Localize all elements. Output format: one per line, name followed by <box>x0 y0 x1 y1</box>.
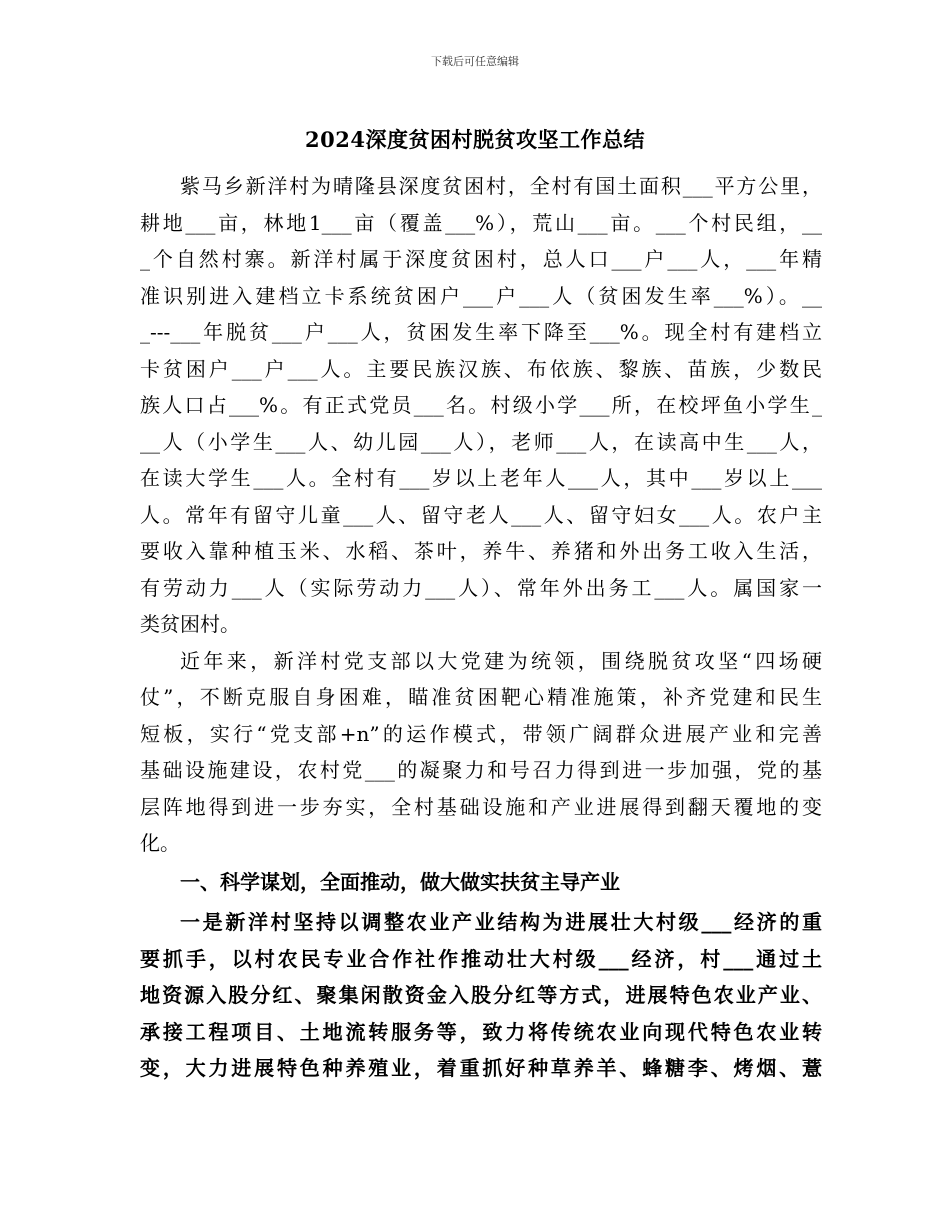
paragraph-line: 卡贫困户___户___人。主要民族汉族、布依族、黎族、苗族，少数民 <box>140 356 822 381</box>
paragraph-line: 准识别进入建档立卡系统贫困户___户___人（贫困发生率___%）。__ <box>140 283 822 308</box>
paragraph-line: 仗”，不断克服自身困难，瞄准贫困靶心精准施策，补齐党建和民生 <box>140 685 822 709</box>
paragraph-line: __人（小学生___人、幼儿园___人），老师___人，在读高中生___人， <box>140 429 822 454</box>
paragraph-line: 地资源入股分红、聚集闲散资金入股分红等方式，进展特色农业产业、 <box>140 983 822 1007</box>
paragraph-line: 族人口占___%。有正式党员___名。村级小学___所，在校坪鱼小学生_ <box>140 393 822 417</box>
section-heading: 一、科学谋划，全面推动，做大做实扶贫主导产业 <box>180 869 620 894</box>
document-body <box>140 168 822 1087</box>
paragraph-line: 有劳动力___人（实际劳动力___人）、常年外出务工___人。属国家一 <box>140 575 822 600</box>
paragraph-line: 短板，实行“党支部+n”的运作模式，带领广阔群众进展产业和完善 <box>140 721 822 746</box>
header-note: 下载后可任意编辑 <box>431 55 519 68</box>
paragraph-line: 耕地___亩，林地1___亩（覆盖___%），荒山___亩。___个村民组，__ <box>140 210 822 235</box>
paragraph-line: 化。 <box>140 831 180 855</box>
paragraph-line: _---___年脱贫___户___人，贫困发生率下降至___%。现全村有建档立 <box>140 320 822 344</box>
paragraph-line: 一是新洋村坚持以调整农业产业结构为进展壮大村级___经济的重 <box>180 910 822 934</box>
paragraph-line: 要收入靠种植玉米、水稻、茶叶，养牛、养猪和外出务工收入生活， <box>140 539 822 563</box>
paragraph-2 <box>140 643 822 862</box>
paragraph-line: 要抓手，以村农民专业合作社作推动壮大村级___经济，村___通过土 <box>140 946 822 971</box>
paragraph-line: 在读大学生___人。全村有___岁以上老年人___人，其中___岁以上___ <box>140 466 822 490</box>
paragraph-line: 变，大力进展特色种养殖业，着重抓好种草养羊、蜂糖李、烤烟、薏 <box>140 1056 822 1080</box>
paragraph-line: _个自然村寨。新洋村属于深度贫困村，总人口___户___人，___年精 <box>140 247 822 271</box>
paragraph-line: 层阵地得到进一步夯实，全村基础设施和产业进展得到翻天覆地的变 <box>140 794 822 819</box>
paragraph-line: 承接工程项目、土地流转服务等，致力将传统农业向现代特色农业转 <box>140 1019 822 1044</box>
paragraph-3 <box>140 904 822 1087</box>
document-title: 2024深度贫困村脱贫攻坚工作总结 <box>305 127 645 152</box>
paragraph-line: 人。常年有留守儿童___人、留守老人___人、留守妇女___人。农户主 <box>140 502 822 527</box>
paragraph-line: 紫马乡新洋村为晴隆县深度贫困村，全村有国土面积___平方公里， <box>180 174 822 198</box>
paragraph-line: 类贫困村。 <box>140 612 240 636</box>
paragraph-line: 近年来，新洋村党支部以大党建为统领，围绕脱贫攻坚“四场硬 <box>180 648 822 673</box>
paragraph-1 <box>140 168 822 643</box>
paragraph-line: 基础设施建设，农村党___的凝聚力和号召力得到进一步加强，党的基 <box>140 758 822 782</box>
